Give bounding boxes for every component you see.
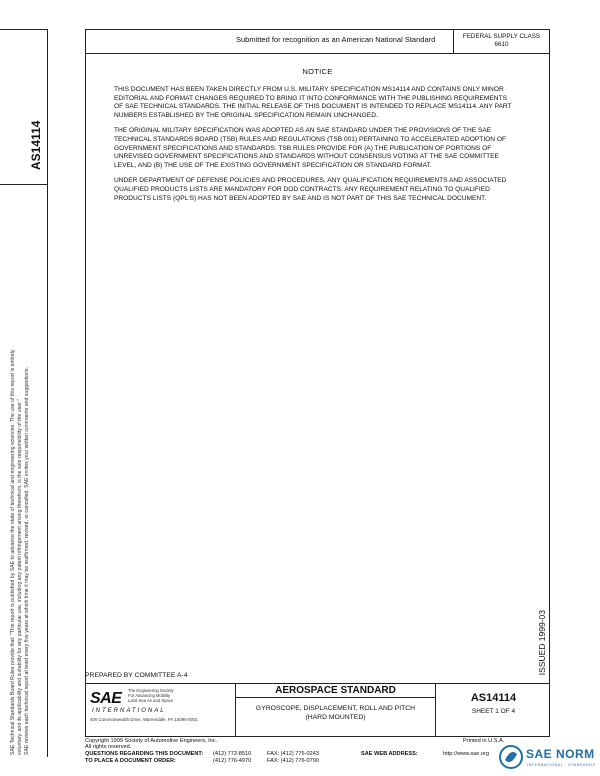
notice-body	[114, 86, 514, 210]
order-fax: FAX: (412) 776-0790	[267, 758, 319, 764]
watermark-subtext: INTERNATIONAL · STANDARDS	[527, 763, 596, 767]
order-label: TO PLACE A DOCUMENT ORDER:	[85, 758, 176, 764]
standard-title	[236, 704, 435, 722]
tagline-line-3: Land Sea Air and Space	[128, 697, 174, 703]
questions-label: QUESTIONS REGARDING THIS DOCUMENT:	[85, 751, 204, 757]
watermark-text: SAE NORM	[526, 747, 595, 761]
standard-cell	[236, 684, 436, 737]
issued-date: ISSUED 1999-03	[537, 609, 547, 675]
disclaimer-line-1: SAE Technical Standards Board Rules provide that: "This report is published by SAE to advance the state of technical and engineering sciences. The use of this report is entirely	[10, 349, 16, 755]
copyright: Copyright 1999 Society of Automotive Engineers, Inc.	[85, 738, 218, 744]
left-margin-disclaimer	[10, 215, 31, 755]
order-phone: (412) 776-4970	[213, 758, 252, 764]
sae-international: INTERNATIONAL	[92, 708, 166, 714]
web-label: SAE WEB ADDRESS:	[361, 751, 418, 757]
title-block	[85, 684, 550, 737]
fsc-label: FEDERAL SUPPLY CLASS	[462, 33, 541, 40]
notice-title: NOTICE	[302, 67, 333, 76]
prepared-by: PREPARED BY COMMITTEE A-4	[85, 672, 188, 679]
questions-fax: FAX: (412) 776-0243	[267, 751, 319, 757]
web-address-link[interactable]: http://www.sae.org	[443, 751, 490, 757]
sae-address: 400 Commonwealth Drive, Warrendale, PA 15096-0001	[90, 717, 198, 722]
sae-logo: SAE	[90, 690, 122, 707]
disclaimer-line-2: voluntary, and its applicability and suitability for any particular use, including any patent infringement arising therefrom, is the sole responsibility of the user."	[17, 399, 23, 755]
disclaimer-line-3: SAE reviews each technical report at least every five years at which time it may be reaffirmed, revised, or cancelled. SAE invites your written comments and suggestions.	[24, 367, 30, 755]
sae-norm-watermark	[498, 744, 598, 774]
notice-paragraph-3: UNDER DEPARTMENT OF DEFENSE POLICIES AND PROCEDURES, ANY QUALIFICATION REQUIREMENTS AND ASSOCIATED QUALIFIED PRODUCTS LISTS ARE MANDATORY FOR DOD CONTRACTS. ANY REQUIREMENT RELATING TO QUALIFIED PRODUCTS LISTS (QPL'S) HAS NOT BEEN ADOPTED BY SAE AND IS NOT PART OF THIS SAE TECHNICAL DOCUMENT.	[114, 177, 507, 202]
rights-reserved: All rights reserved.	[85, 744, 132, 750]
sae-tagline	[128, 689, 174, 703]
sheet-count: SHEET 1 OF 4	[471, 708, 516, 715]
fsc-value: 6610	[494, 41, 509, 48]
submitted-note: Submitted for recognition as an American National Standard	[236, 35, 436, 44]
left-margin-rule	[47, 29, 48, 757]
notice-paragraph-1: THIS DOCUMENT HAS BEEN TAKEN DIRECTLY FROM U.S. MILITARY SPECIFICATION MS14114 AND CONTAINS ONLY MINOR EDITORIAL AND FORMAT CHANGES REQUIRED TO BRING IT INTO CONFORMANCE WITH THE PUBLISHING REQUIREMENTS OF SAE TECHNICAL STANDARDS. THE INITIAL RELEASE OF THIS DOCUMENT IS INTENDED TO REPLACE MS14114. ANY PART NUMBERS ESTABLISHED BY THE ORIGINAL SPECIFICATION REMAIN UNCHANGED.	[114, 86, 512, 119]
questions-phone: (412) 772-8510	[213, 751, 252, 757]
federal-supply-class-box	[453, 30, 549, 54]
title-line-1: GYROSCOPE, DISPLACEMENT, ROLL AND PITCH	[255, 705, 416, 712]
title-doc-number: AS14114	[470, 692, 517, 704]
sae-logo-cell	[86, 684, 236, 737]
printed-in: Printed in U.S.A.	[463, 738, 505, 744]
tagline-line-1: The Engineering Society	[128, 688, 174, 693]
title-line-2: (HARD MOUNTED)	[305, 714, 366, 721]
notice-paragraph-2: THE ORIGINAL MILITARY SPECIFICATION WAS ADOPTED AS AN SAE STANDARD UNDER THE PROVISIONS OF THE SAE TECHNICAL STANDARDS BOARD (TSB) RULES AND REGULATIONS (TSB 001) PERTAINING TO ACCELERATED ADOPTION OF GOVERNMENT SPECIFICATIONS AND STANDARDS. TSB RULES PROVIDE FOR (A) THE PUBLICATION OF PORTIONS OF UNREVISED GOVERNMENT SPECIFICATIONS AND STANDARDS WITHOUT CONSENSUS VOTING AT THE SAE COMMITTEE LEVEL, AND (B) THE USE OF THE EXISTING GOVERNMENT SPECIFICATION OR STANDARD FORMAT.	[114, 127, 507, 169]
left-doc-number: AS14114	[29, 120, 43, 170]
number-cell	[436, 684, 551, 737]
document-sheet	[85, 29, 550, 684]
sae-norm-logo-icon	[498, 744, 524, 770]
tagline-line-2: For Advancing Mobility	[128, 692, 171, 698]
header-bar	[86, 30, 549, 54]
standard-heading: AEROSPACE STANDARD	[236, 684, 435, 698]
